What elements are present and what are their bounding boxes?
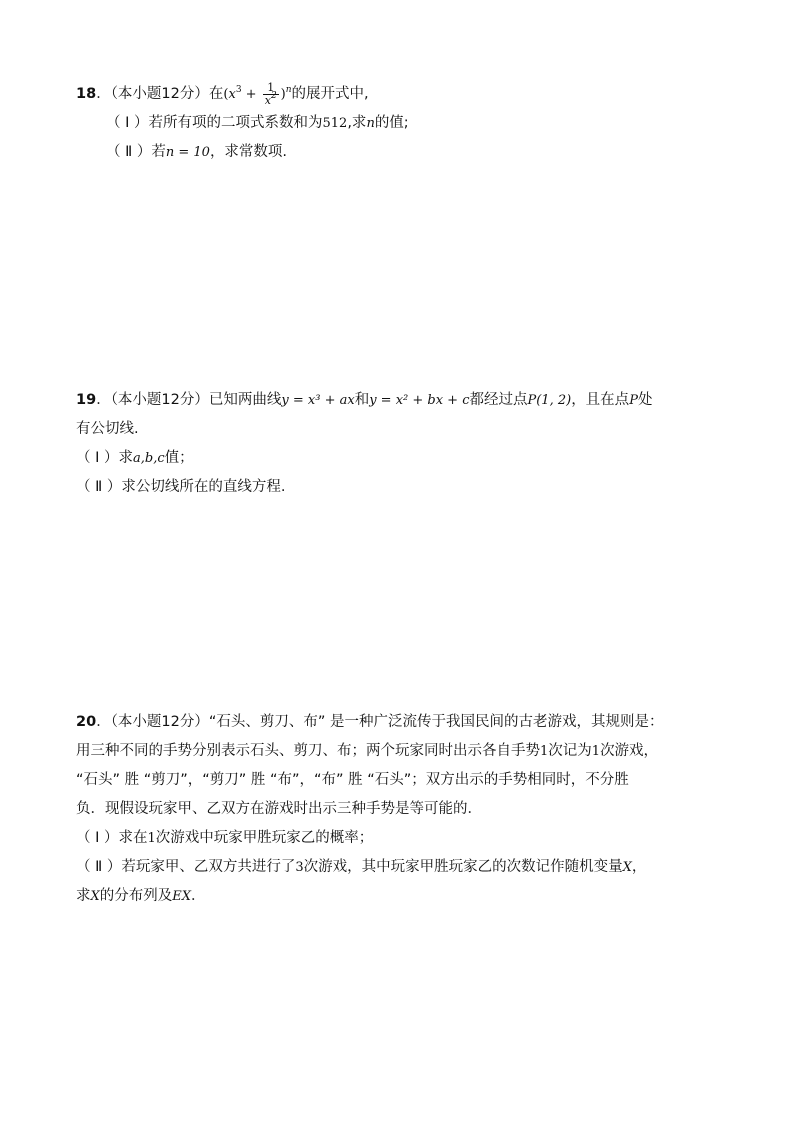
question-19 (76, 386, 726, 502)
q18-part1-pre: 若所有项的二项式系数和为 (148, 115, 323, 131)
q20-part1-label: （ Ⅰ ） (76, 830, 119, 846)
q20-line2-c: 次游戏， (600, 743, 659, 759)
q18-score: （本小题12分） (110, 86, 209, 102)
q19-part2-text: 求公切线所在的直线方程. (121, 479, 286, 495)
q18-part1 (76, 109, 726, 138)
q18-part2-pre: 若 (151, 144, 166, 160)
q20-line1: 20．（本小题12分）“石头、剪刀、布” 是一种广泛流传于我国民间的古老游戏，其规则是： (76, 714, 664, 730)
q20-part2-pre: 若玩家甲、乙双方共进行了 (121, 859, 296, 875)
q19-part1 (76, 444, 726, 473)
q20-part3-pre: 求 (76, 888, 91, 904)
q19-stem3: 都经过点 (469, 392, 528, 408)
q19-curve1: y = x³ + ax (281, 393, 355, 408)
q18-expression: ($x^3$ + $\frac{1}{x^2}$ )$^n$ (223, 81, 292, 107)
q19-part1-post: 值； (164, 450, 194, 466)
q19-point: P(1, 2) (527, 393, 572, 408)
q18-part1-post: ,求 (347, 115, 367, 131)
q20-part3-expr: EX (172, 889, 192, 904)
q20-part1-pre: 求在 (118, 830, 148, 846)
q18-part2-label: （ Ⅱ ） (106, 144, 152, 160)
question-18 (76, 80, 726, 167)
q19-stem5: 处 (637, 392, 653, 408)
q18-stem: 18．（本小题12分）在($x^3$ + $\frac{1}{x^2}$ )$^n$的展开式中, (76, 81, 369, 107)
q20-number: 20 (76, 714, 97, 730)
q18-fraction: $\frac{1}{x^2}$ (264, 81, 277, 107)
q20-line2 (76, 737, 726, 766)
q18-part1-num: 512 (322, 116, 348, 131)
q20-part1-post: 次游戏中玩家甲胜玩家乙的概率； (155, 830, 374, 846)
question-20 (76, 708, 726, 911)
q18-part1-var: n (366, 116, 375, 131)
q20-line2-n1: 1 (540, 744, 549, 759)
q18-part2-expr: n = 10 (165, 145, 210, 160)
q19-point-var: P (629, 393, 638, 408)
q20-part3-end: ． (191, 888, 206, 904)
q20-part2-mid: 次游戏，其中玩家甲胜玩家乙的次数记作随机变量 (303, 859, 623, 875)
q18-part2 (76, 138, 726, 167)
q18-number: 18 (76, 86, 97, 102)
q20-score: （本小题12分） (110, 714, 209, 730)
q18-stem-pre: 在 (208, 86, 224, 102)
q18-part2-post: ，求常数项. (209, 144, 288, 160)
q20-line3: “石头” 胜 “剪刀”，“剪刀” 胜 “布”，“布” 胜 “石头”；双方出示的手势相同时，不分胜 (76, 772, 629, 788)
q20-line4: 负．现假设玩家甲、乙双方在游戏时出示三种手势是等可能的． (76, 801, 482, 817)
q20-line2-n2: 1 (591, 744, 601, 759)
q20-part3-mid: 的分布列及 (99, 888, 173, 904)
q19-stem-line1: 19．（本小题12分）已知两曲线y = x³ + ax和y = x² + bx + c都经过点P(1, 2)，且在点P处 (76, 392, 653, 408)
q20-part2-end: ， (631, 859, 647, 875)
q19-curve2: y = x² + bx + c (369, 393, 470, 408)
q20-line2-b: 次记为 (548, 743, 592, 759)
q19-part1-pre: 求 (118, 450, 133, 466)
q20-part2-label: （ Ⅱ ） (76, 859, 122, 875)
q19-part1-label: （ Ⅰ ） (76, 450, 119, 466)
q20-part2-n: 3 (295, 860, 304, 875)
q20-line2-a: 用三种不同的手势分别表示石头、剪刀、布；两个玩家同时出示各自手势 (76, 743, 540, 759)
q20-part3-var: X (90, 889, 100, 904)
q19-part2-label: （ Ⅱ ） (76, 479, 122, 495)
q20-part1 (76, 824, 726, 853)
q19-part1-vars: a,b,c (133, 451, 165, 466)
q19-stem1: 已知两曲线 (208, 392, 282, 408)
q19-stem2: 和 (354, 392, 370, 408)
q20-part1-n: 1 (147, 831, 156, 846)
q20-part2 (76, 853, 726, 882)
q18-stem-post: 的展开式中, (291, 86, 369, 102)
q20-line1-text: “石头、剪刀、布” 是一种广泛流传于我国民间的古老游戏，其规则是： (208, 714, 664, 730)
q19-number: 19 (76, 392, 97, 408)
q18-part1-label: （ Ⅰ ） (106, 115, 149, 131)
q20-part3 (76, 882, 726, 911)
q19-stem4: ，且在点 (571, 392, 630, 408)
q19-score: （本小题12分） (110, 392, 209, 408)
q20-part2-var: X (622, 860, 632, 875)
q18-part1-end: 的值; (374, 115, 409, 131)
q19-part2 (76, 473, 726, 502)
q19-stem-line2: 有公切线. (76, 421, 139, 437)
